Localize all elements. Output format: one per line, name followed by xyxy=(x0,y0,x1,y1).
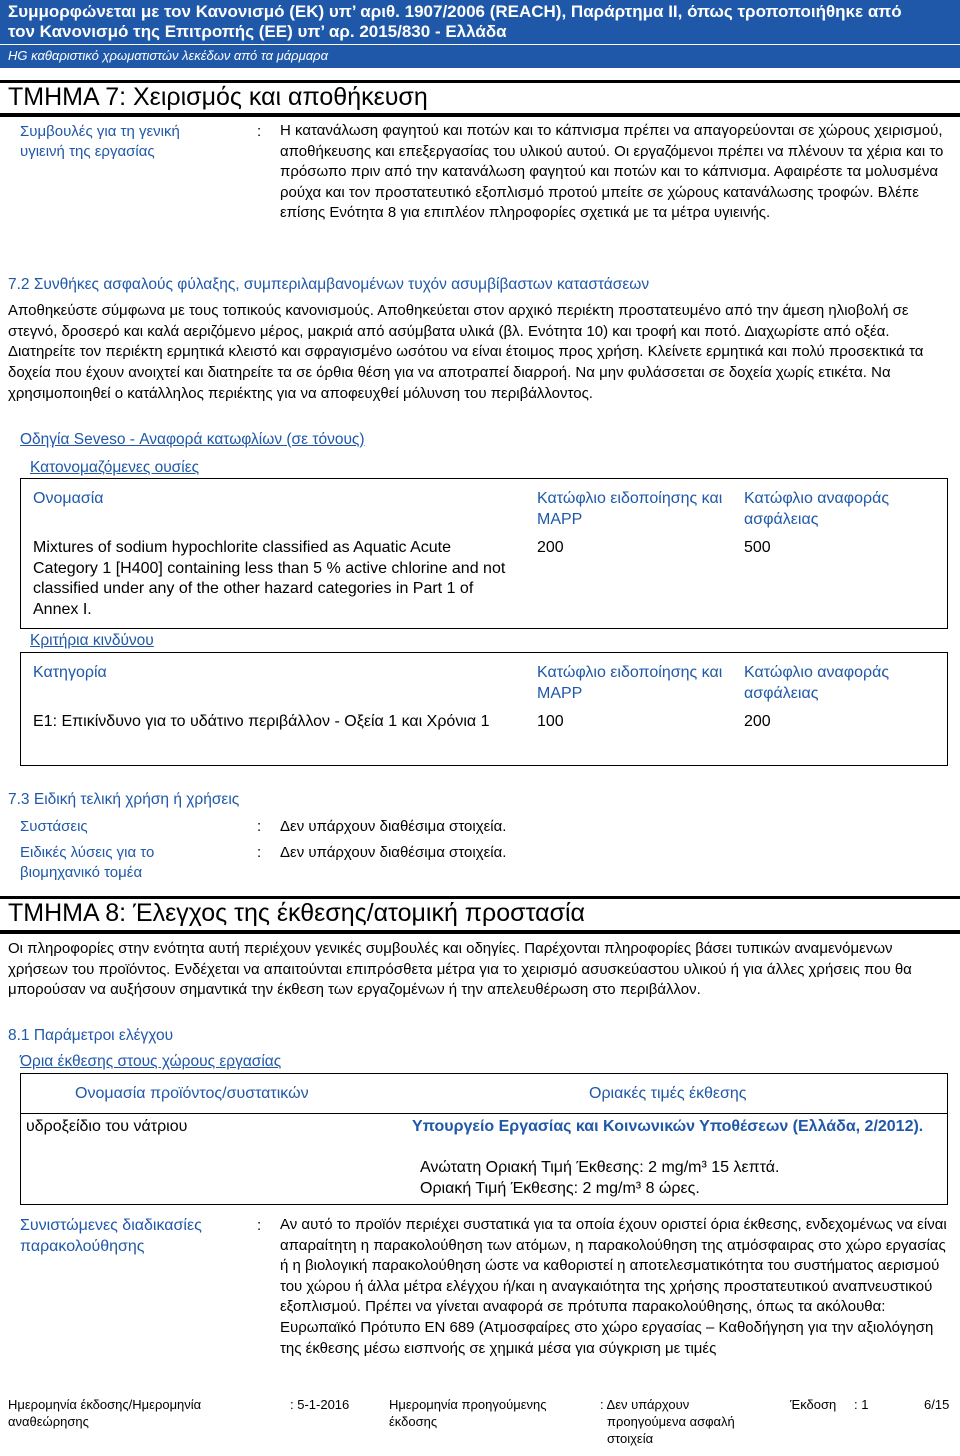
named-row-notification: 200 xyxy=(537,539,564,556)
recommendations-value: Δεν υπάρχουν διαθέσιμα στοιχεία. xyxy=(280,818,507,835)
exposure-table-header-rule xyxy=(21,1113,947,1114)
industrial-solutions-label: Ειδικές λύσεις για το βιομηχανικό τομέα xyxy=(20,844,155,881)
exposure-limits-table xyxy=(20,1073,948,1205)
document-header-band xyxy=(0,0,960,44)
named-substances-title: Κατονομαζόμενες ουσίες xyxy=(30,459,200,476)
section-7-2-title: 7.2 Συνθήκες ασφαλούς φύλαξης, συμπεριλαμβανομένων τυχόν ασυμβίβαστων καταστάσεων xyxy=(8,276,650,293)
regulation-line-1: Συμμορφώνεται με τον Κανονισμό (ΕΚ) υπ’ αριθ. 1907/2006 (REACH), Παράρτημα II, όπως τροποποιήθηκε από xyxy=(8,2,902,21)
hazard-header-safety: Κατώφλιο αναφοράς ασφάλειας xyxy=(744,664,890,702)
named-header-notification: Κατώφλιο ειδοποίησης και MAPP xyxy=(537,490,723,528)
storage-conditions-text: Αποθηκεύστε σύμφωνα με τους τοπικούς κανονισμούς. Αποθηκεύεται στον αρχικό περιέκτη προστατευμένο από την άμεση ηλιοβολή σε στεγνό, δροσερό και καλά αεριζόμενο μέρος, μακριά από ασύμβατα υλικά (βλ. Ενότητα 10) και τροφή και ποτό. Διαχωρίστε από οξέα. Διατηρείτε τον περιέκτη ερμητικά κλειστό και σφραγισμένο ωσότου να είναι έτοιμος προς χρήση. Κλείνετε ερμητικά και πολύ προσεκτικά τα δοχεία που έχουν ανοιχτεί και διατηρείτε τα σε όρθια θέση για να αποτραπεί διαρροή. Να μην φυλάσσεται σε δοχεία χωρίς ετικέτα. Να χρησιμοποιηθεί ο κατάλληλος περιέκτης για να αποφευχθεί μόλυνση του περιβάλλοντος. xyxy=(8,302,924,402)
footer-previous-date-label: Ημερομηνία προηγούμενης έκδοσης xyxy=(389,1397,547,1429)
section8-bottom-rule xyxy=(0,930,960,934)
footer-previous-date-value: : Δεν υπάρχουν προηγούμενα ασφαλή στοιχεία xyxy=(600,1397,735,1446)
exposure-header-name: Ονομασία προϊόντος/συστατικών xyxy=(75,1085,309,1102)
monitoring-colon: : xyxy=(257,1217,262,1234)
section-8-1-title: 8.1 Παράμετροι ελέγχου xyxy=(8,1027,174,1044)
exposure-source: Υπουργείο Εργασίας και Κοινωνικών Υποθέσεων (Ελλάδα, 2/2012). xyxy=(412,1118,924,1135)
named-row-name: Mixtures of sodium hypochlorite classified as Aquatic Acute Category 1 [H400] containing less than 5 % active chlorine and not classified under any of the other hazard categories in Part 1 of Annex I. xyxy=(33,539,506,618)
exposure-substance-name: υδροξείδιο του νάτριου xyxy=(26,1118,188,1135)
recommendations-colon: : xyxy=(257,818,262,835)
hazard-header-category: Κατηγορία xyxy=(33,664,107,681)
named-substances-table xyxy=(20,478,948,629)
section7-title: ΤΜΗΜΑ 7: Χειρισμός και αποθήκευση xyxy=(8,83,428,111)
named-row-safety: 500 xyxy=(744,539,771,556)
footer-page-number: 6/15 xyxy=(924,1397,950,1412)
footer-issue-date-label: Ημερομηνία έκδοσης/Ημερομηνία αναθεώρησης xyxy=(8,1397,202,1429)
hazard-criteria-table xyxy=(20,652,948,766)
footer-version-label: Έκδοση xyxy=(790,1397,837,1412)
footer-version-value: : 1 xyxy=(854,1397,869,1412)
hazard-header-notification: Κατώφλιο ειδοποίησης και MAPP xyxy=(537,664,723,702)
section-7-3-title: 7.3 Ειδική τελική χρήση ή χρήσεις xyxy=(8,791,240,808)
industrial-solutions-colon: : xyxy=(257,844,262,861)
exposure-limits-title: Όρια έκθεσης στους χώρους εργασίας xyxy=(20,1053,282,1070)
monitoring-text: Αν αυτό το προϊόν περιέχει συστατικά για τα οποία έχουν οριστεί όρια έκθεσης, ενδεχομένως να είναι απαραίτητη η παρακολούθηση των ατόμων, η παρακολούθηση της ατμόσφαιρας στο χώρο εργασίας ή η βιολογική παρακολούθηση ώστε να καθοριστεί η αποτελεσματικότητα του συστήματος αερισμού του χώρου ή άλλα μέτρα ελέγχου ή/και η αναγκαιότητα της χρήσης προστατευτικού αναπνευστικού εξοπλισμού. Πρέπει να γίνεται αναφορά σε πρότυπα παρακολούθησης, όπως τα ακόλουθα: Ευρωπαϊκό Πρότυπο EN 689 (Ατμοσφαίρες στο χώρο εργασίας – Καθοδήγηση για την αξιολόγηση της έκθεσης μέσω εισπνοής σε χημικά μέσα για σύγκριση με τιμές xyxy=(280,1216,947,1357)
named-header-safety: Κατώφλιο αναφοράς ασφάλειας xyxy=(744,490,890,528)
monitoring-label: Συνιστώμενες διαδικασίες παρακολούθησης xyxy=(20,1217,202,1255)
hazard-criteria-title: Κριτήρια κινδύνου xyxy=(30,632,154,649)
section8-title: ΤΜΗΜΑ 8: Έλεγχος της έκθεσης/ατομική προστασία xyxy=(8,899,586,927)
footer-issue-date: : 5-1-2016 xyxy=(290,1397,350,1412)
section8-intro: Οι πληροφορίες στην ενότητα αυτή περιέχουν γενικές συμβουλές και οδηγίες. Παρέχονται πληροφορίες βάσει τυπικών αναμενόμενων χρήσεων του προϊόντος. Ενδέχεται να απαιτούνται επιπρόσθετα μέτρα για το χειρισμό ασυσκεύαστου υλικού ή για άλλες χρήσεις που θα μπορούσαν να αυξήσουν σημαντικά την έκθεση των εργαζομένων ή την απελευθέρωση στο περιβάλλον. xyxy=(8,940,912,999)
exposure-header-limits: Οριακές τιμές έκθεσης xyxy=(589,1085,747,1102)
industrial-solutions-value: Δεν υπάρχουν διαθέσιμα στοιχεία. xyxy=(280,844,507,861)
regulation-line-2: τον Κανονισμό της Επιτροπής (ΕΕ) υπ’ αρ. 2015/830 - Ελλάδα xyxy=(8,22,507,41)
exposure-limit-8h: Οριακή Τιμή Έκθεσης: 2 mg/m³ 8 ώρες. xyxy=(420,1180,700,1197)
hygiene-text: Η κατανάλωση φαγητού και ποτών και το κάπνισμα πρέπει να απαγορεύονται σε χώρους χειρισμού, αποθήκευσης και επεξεργασίας του υλικού αυτού. Οι εργαζόμενοι πρέπει να πλένουν τα χέρια και το πρόσωπο πριν από την κατανάλωση φαγητού και ποτών και το κάπνισμα. Αφαιρέστε τα μολυσμένα ρούχα και τον προστατευτικό εξοπλισμό προτού μπείτε σε χώρους κατανάλωσης τροφών. Βλέπε επίσης Ενότητα 8 για επιπλέον πληροφορίες σχετικά με τα μέτρα υγιεινής. xyxy=(280,122,944,221)
hygiene-label: Συμβουλές για τη γενική υγιεινή της εργασίας xyxy=(20,123,180,160)
exposure-limit-short-term: Ανώτατη Οριακή Τιμή Έκθεσης: 2 mg/m³ 15 λεπτά. xyxy=(420,1159,780,1176)
hygiene-colon: : xyxy=(257,123,262,140)
named-header-name: Ονομασία xyxy=(33,490,104,507)
hazard-row-safety: 200 xyxy=(744,713,771,730)
product-name: HG καθαριστικό χρωματιστών λεκέδων από τα μάρμαρα xyxy=(8,48,328,63)
product-name-band xyxy=(0,44,960,68)
section7-bottom-rule xyxy=(0,113,960,117)
hazard-row-category: E1: Επικίνδυνο για το υδάτινο περιβάλλον - Οξεία 1 και Χρόνια 1 xyxy=(33,713,490,730)
seveso-title: Οδηγία Seveso - Αναφορά κατωφλίων (σε τόνους) xyxy=(20,431,365,448)
recommendations-label: Συστάσεις xyxy=(20,818,88,835)
hazard-row-notification: 100 xyxy=(537,713,564,730)
